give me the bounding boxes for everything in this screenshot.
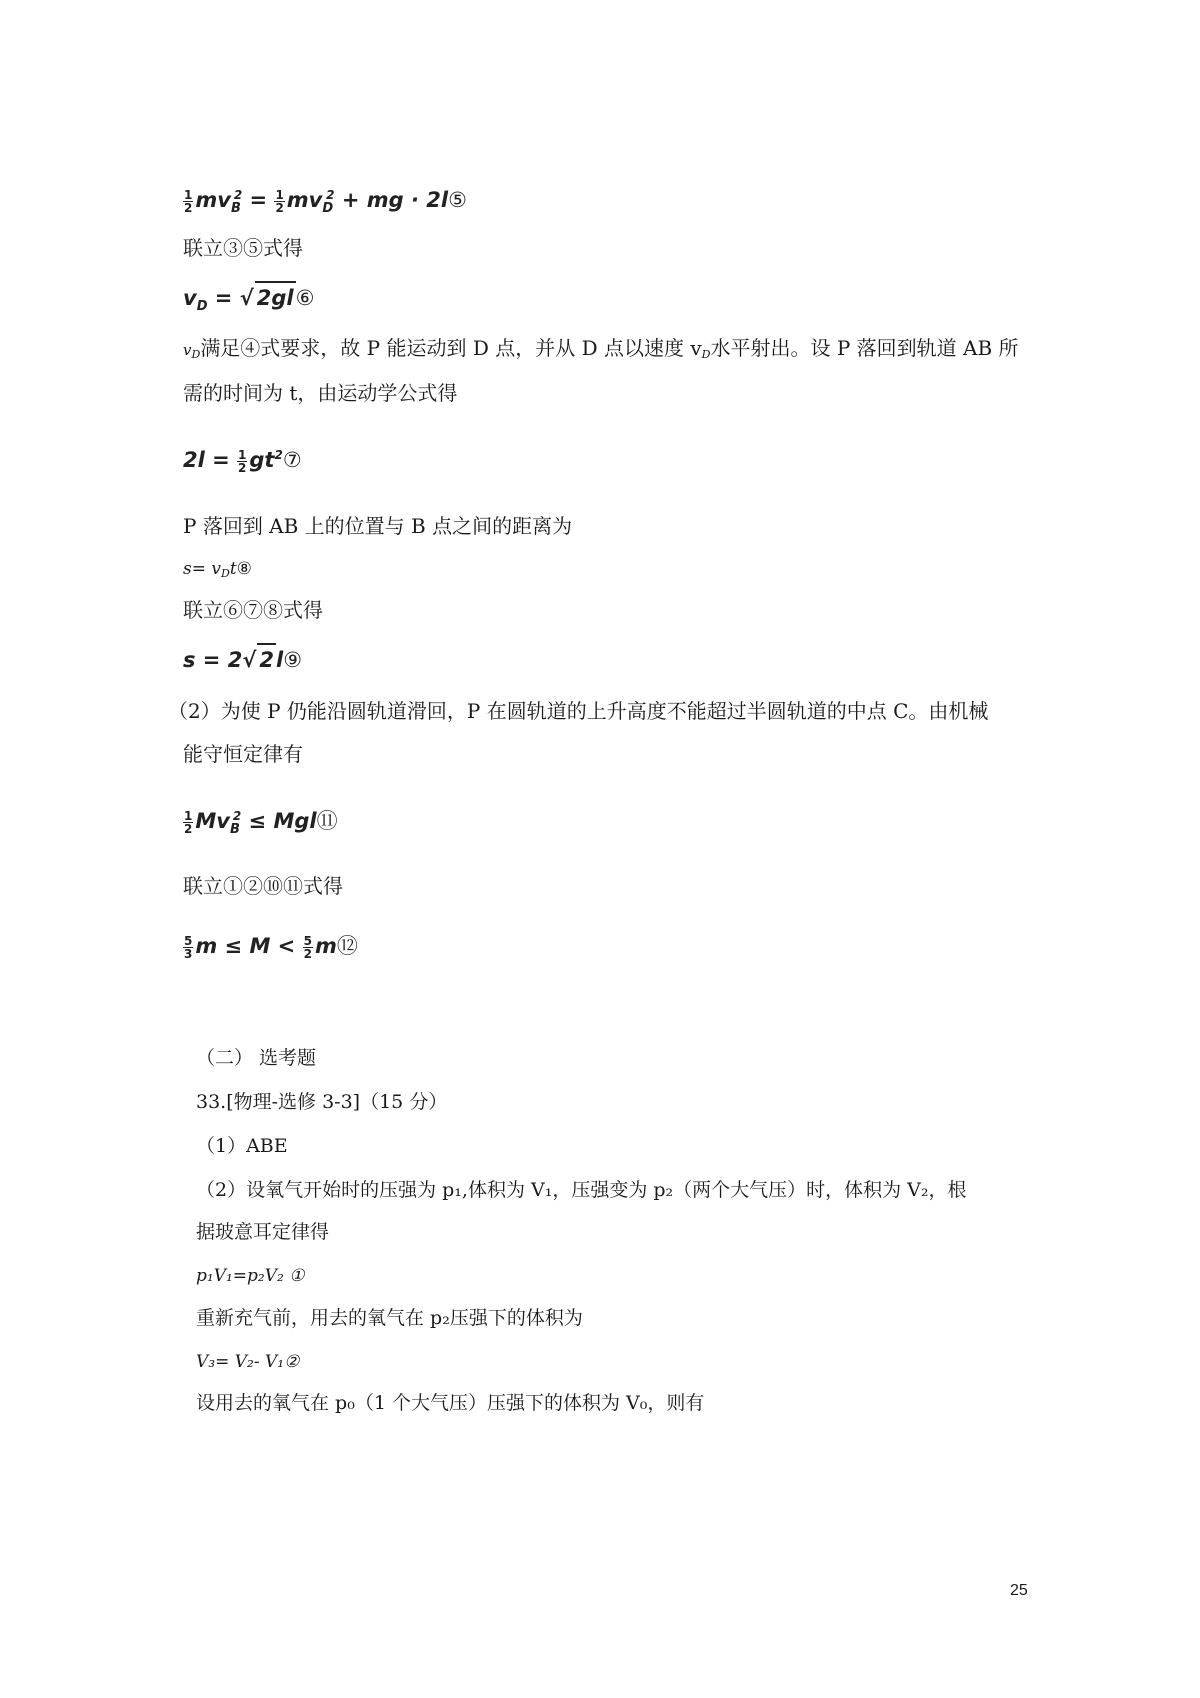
text-line: 能守恒定律有 — [183, 742, 303, 766]
equation-11: $\frac{1}{2}$ $Mv_B^2$ ≤ Mgl⑪ — [184, 808, 338, 837]
text-line: 联立③⑤式得 — [183, 236, 303, 260]
section-heading: （二） 选考题 — [196, 1047, 317, 1069]
equation-7: 2l = $\frac{1}{2}$ $gt^2⑦$ — [183, 447, 302, 475]
answer-line: 据玻意耳定律得 — [196, 1221, 330, 1243]
equation-v3: V₃= V₂- V₁② — [196, 1352, 300, 1372]
equation-12: $\frac{5}{3}$ m ≤ M < $\frac{5}{2}$ m⑫ — [184, 933, 358, 961]
text-line: P 落回到 AB 上的位置与 B 点之间的距离为 — [183, 514, 573, 538]
answer-line: （2）设氧气开始时的压强为 p₁,体积为 V₁，压强变为 p₂（两个大气压）时，体积为 V₂，根 — [196, 1179, 967, 1201]
text-line: $v_D$满足④式要求，故 P 能运动到 D 点，并从 D 点以速度 $v_D$水平射出。设 P 落回到轨道 AB 所 — [183, 336, 1019, 361]
answer-line: （1）ABE — [196, 1135, 288, 1157]
equation-9: s = 2√ 2l⑨ — [183, 643, 302, 675]
equation-p1v1: p₁V₁=p₂V₂ ① — [196, 1266, 305, 1286]
text-line: 联立⑥⑦⑧式得 — [183, 598, 323, 622]
text-line: 需的时间为 t，由运动学公式得 — [183, 381, 458, 405]
text-line: 重新充气前，用去的氧气在 p₂压强下的体积为 — [196, 1307, 583, 1329]
text-line: （2）为使 P 仍能沿圆轨道滑回，P 在圆轨道的上升高度不能超过半圆轨道的中点 C。由机械 — [168, 699, 989, 723]
equation-8: $s= v_Dt⑧$ — [183, 559, 252, 580]
question-heading: 33.[物理-选修 3-3]（15 分） — [196, 1091, 448, 1113]
page-number: 25 — [1010, 1582, 1028, 1599]
equation-6: $v_D$ = √ 2gl⑥ — [183, 281, 314, 322]
text-line: 联立①②⑩⑪式得 — [183, 874, 343, 898]
text-line: 设用去的氧气在 p₀（1 个大气压）压强下的体积为 V₀，则有 — [196, 1392, 705, 1414]
equation-5: $\frac{1}{2}$ $mv_B^2$ = $\frac{1}{2}$ $mv_D^2$ + mg · 2l⑤ — [184, 187, 467, 216]
